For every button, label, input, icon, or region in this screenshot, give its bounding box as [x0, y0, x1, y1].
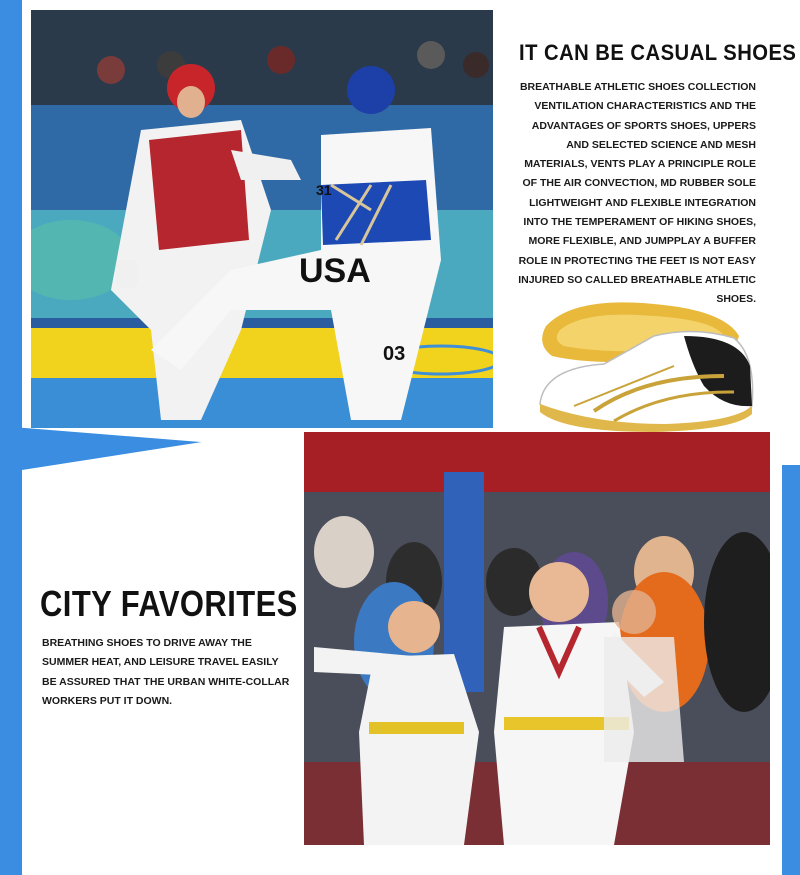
casual-shoes-description: BREATHABLE ATHLETIC SHOES COLLECTION VENTILATION CHARACTERISTICS AND THE ADVANTAGES OF SPORTS SHOES, UPPERS AND SELECTED SCIENCE AND MESH MATERIALS, VENTS PLAY A PRINCIPLE ROLE OF THE AIR CONVECTION, MD RUBBER SOLE LIGHTWEIGHT AND FLEXIBLE INTEGRATION INTO THE TEMPERAMENT OF HIKING SHOES, MORE FLEXIBLE, AND JUMPPLAY A BUFFER ROLE IN PROTECTING THE FEET IS NOT EASY INJURED SO CALLED BREATHABLE ATHLETIC SHOES. [518, 81, 756, 306]
casual-shoes-heading: IT CAN BE CASUAL SHOES [519, 40, 797, 65]
kids-training-photo [304, 432, 770, 845]
chest-number: 31 [316, 182, 332, 198]
shoe-product-image [534, 296, 760, 436]
leg-number: 03 [383, 343, 406, 365]
uniform-usa-text: USA [299, 252, 371, 290]
city-favorites-heading: CITY FAVORITES [40, 583, 298, 624]
sparring-photo [31, 10, 493, 428]
city-favorites-description: BREATHING SHOES TO DRIVE AWAY THE SUMMER HEAT, AND LEISURE TRAVEL EASILY BE ASSURED THAT THE URBAN WHITE-COLLAR WORKERS PUT IT DOWN. [42, 637, 290, 707]
